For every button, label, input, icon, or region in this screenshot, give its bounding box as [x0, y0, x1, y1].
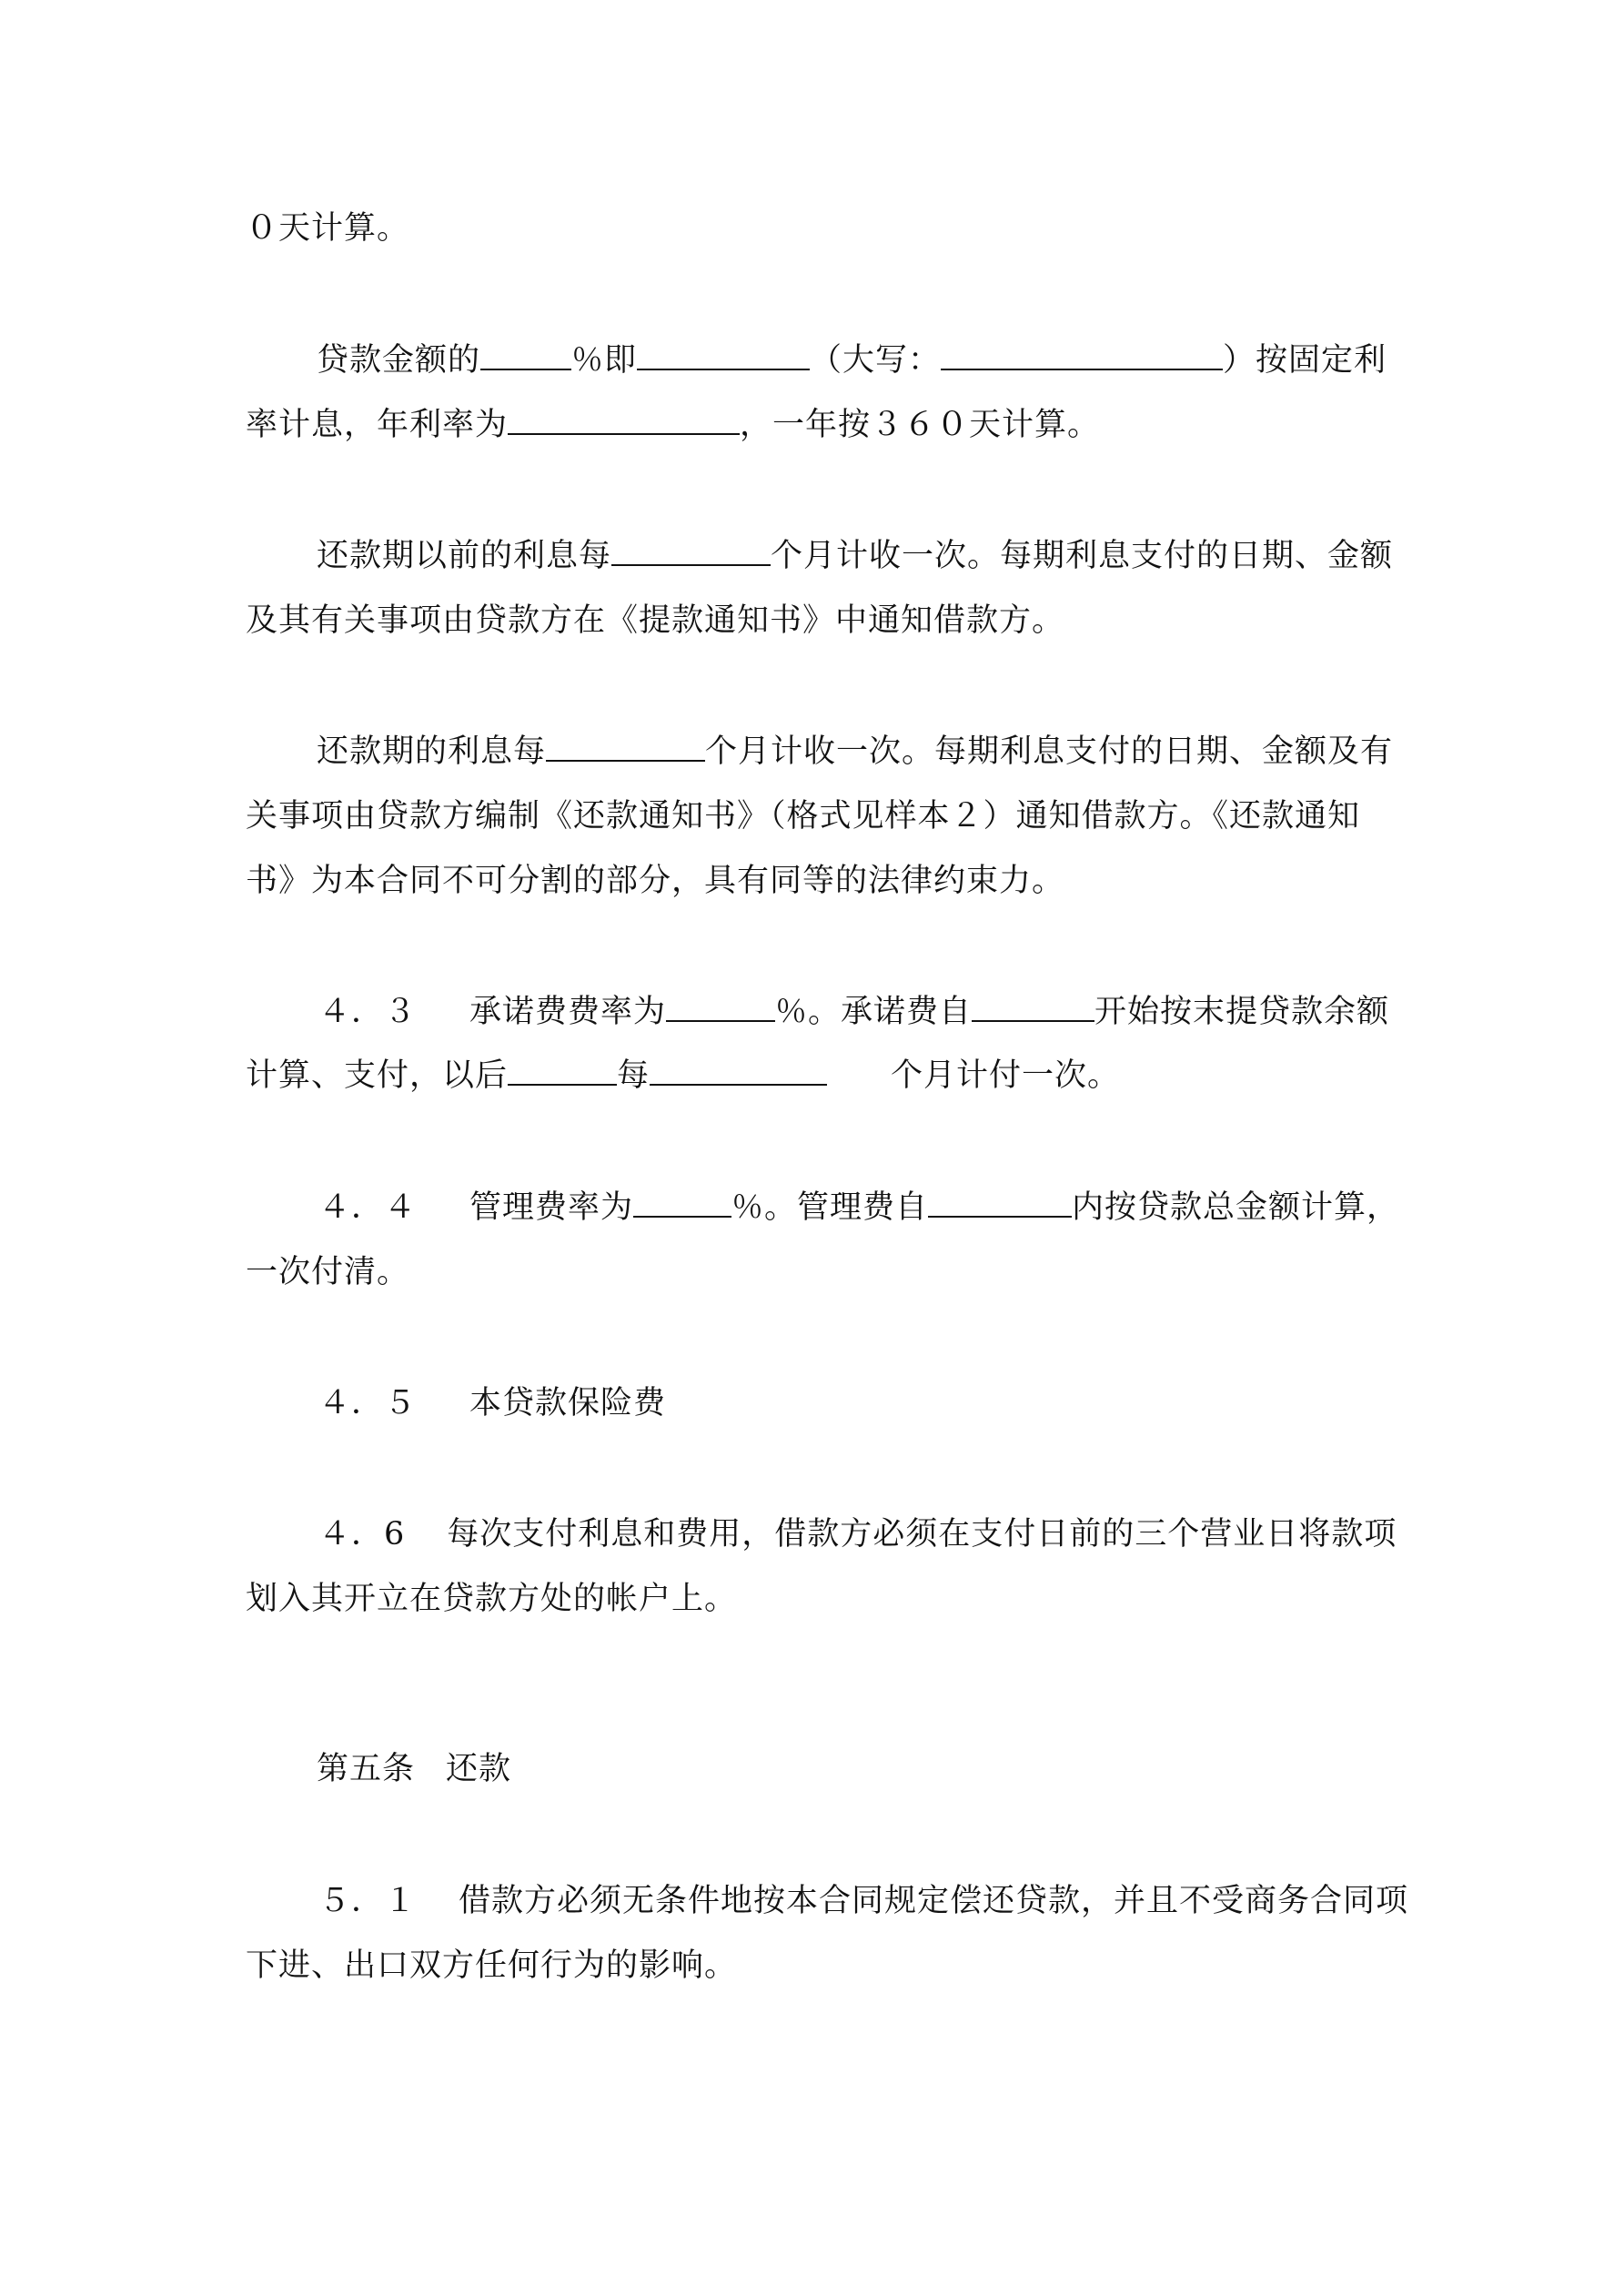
text: 借款方必须无条件地按本合同规定偿还贷款，并且不受商务合同项	[459, 1883, 1409, 1919]
text: 个月计收一次。每期利息支付的日期、金额及有	[705, 733, 1394, 770]
text: 书》为本合同不可分割的部分，具有同等的法律约束力。	[246, 863, 1065, 899]
months-blank[interactable]	[650, 1053, 827, 1086]
text: 一次付清。	[246, 1254, 410, 1290]
date-blank[interactable]	[928, 1185, 1072, 1218]
section-number: ４．４	[318, 1189, 418, 1226]
section-5-1-line-1	[318, 1878, 1408, 1924]
text: 个月计付一次。	[891, 1057, 1121, 1094]
section-number: ４．５	[318, 1385, 418, 1421]
section-4-4-line-2	[246, 1249, 409, 1295]
start-date-blank[interactable]	[972, 989, 1094, 1022]
text: 还款期的利息每	[317, 733, 547, 770]
article-title: 还款	[446, 1751, 512, 1787]
text: 每次支付利息和费用，借款方必须在支付日前的三个营业日将款项	[447, 1516, 1397, 1553]
management-rate-blank[interactable]	[633, 1185, 731, 1218]
paragraph-3-line-2	[246, 794, 1360, 839]
section-4-3-line-2	[246, 1053, 1120, 1098]
period-blank[interactable]	[508, 1053, 617, 1086]
paragraph-1-line-1	[317, 338, 1387, 383]
paragraph-3-line-1	[317, 729, 1393, 774]
section-4-3-line-1	[318, 989, 1389, 1035]
paragraph-0-line-1	[246, 206, 409, 251]
text: 还款期以前的利息每	[317, 538, 612, 574]
text: ％。管理费自	[731, 1189, 929, 1226]
paragraph-2-line-1	[317, 533, 1393, 579]
amount-in-words-blank[interactable]	[941, 338, 1223, 370]
text: （大写：	[810, 342, 942, 379]
text: 每	[617, 1057, 651, 1094]
text: 开始按末提贷款余额	[1094, 994, 1390, 1030]
section-4-6-line-2	[246, 1576, 737, 1622]
section-number: ４．３	[318, 994, 418, 1030]
months-blank[interactable]	[611, 533, 771, 566]
text: 内按贷款总金额计算，	[1072, 1189, 1400, 1226]
paragraph-3-line-3	[246, 858, 1064, 904]
annual-rate-blank[interactable]	[508, 402, 740, 435]
amount-blank[interactable]	[637, 338, 810, 370]
text: ％即	[571, 342, 638, 379]
text: ，一年按３６０天计算。	[740, 407, 1101, 443]
text: 承诺费费率为	[469, 994, 667, 1030]
text: 贷款金额的	[317, 342, 481, 379]
text: 个月计收一次。每期利息支付的日期、金额	[771, 538, 1394, 574]
commitment-rate-blank[interactable]	[666, 989, 775, 1022]
percent-blank[interactable]	[480, 338, 571, 370]
text: 下进、出口双方任何行为的影响。	[246, 1947, 738, 1984]
text: 划入其开立在贷款方处的帐户上。	[246, 1581, 738, 1617]
text: ）按固定利	[1223, 342, 1387, 379]
text: 率计息，年利率为	[246, 407, 509, 443]
section-4-6-line-1	[318, 1512, 1397, 1557]
text: ０天计算。	[246, 210, 410, 247]
article-5-heading	[317, 1746, 511, 1792]
article-number: 第五条	[317, 1751, 416, 1787]
text: 本贷款保险费	[469, 1385, 667, 1421]
text: 及其有关事项由贷款方在《提款通知书》中通知借款方。	[246, 602, 1065, 639]
text: ％。承诺费自	[775, 994, 973, 1030]
text: 计算、支付，以后	[246, 1057, 509, 1094]
paragraph-1-line-2	[246, 402, 1100, 448]
months-blank[interactable]	[546, 729, 705, 762]
section-number: ４．6	[318, 1516, 406, 1553]
section-5-1-line-2	[246, 1943, 737, 1988]
text: 管理费率为	[469, 1189, 634, 1226]
paragraph-2-line-2	[246, 598, 1064, 643]
section-4-5-line-1	[318, 1381, 666, 1426]
section-number: ５．１	[318, 1883, 418, 1919]
text: 关事项由贷款方编制《还款通知书》（格式见样本２）通知借款方。《还款通知	[246, 798, 1361, 834]
section-4-4-line-1	[318, 1185, 1399, 1230]
